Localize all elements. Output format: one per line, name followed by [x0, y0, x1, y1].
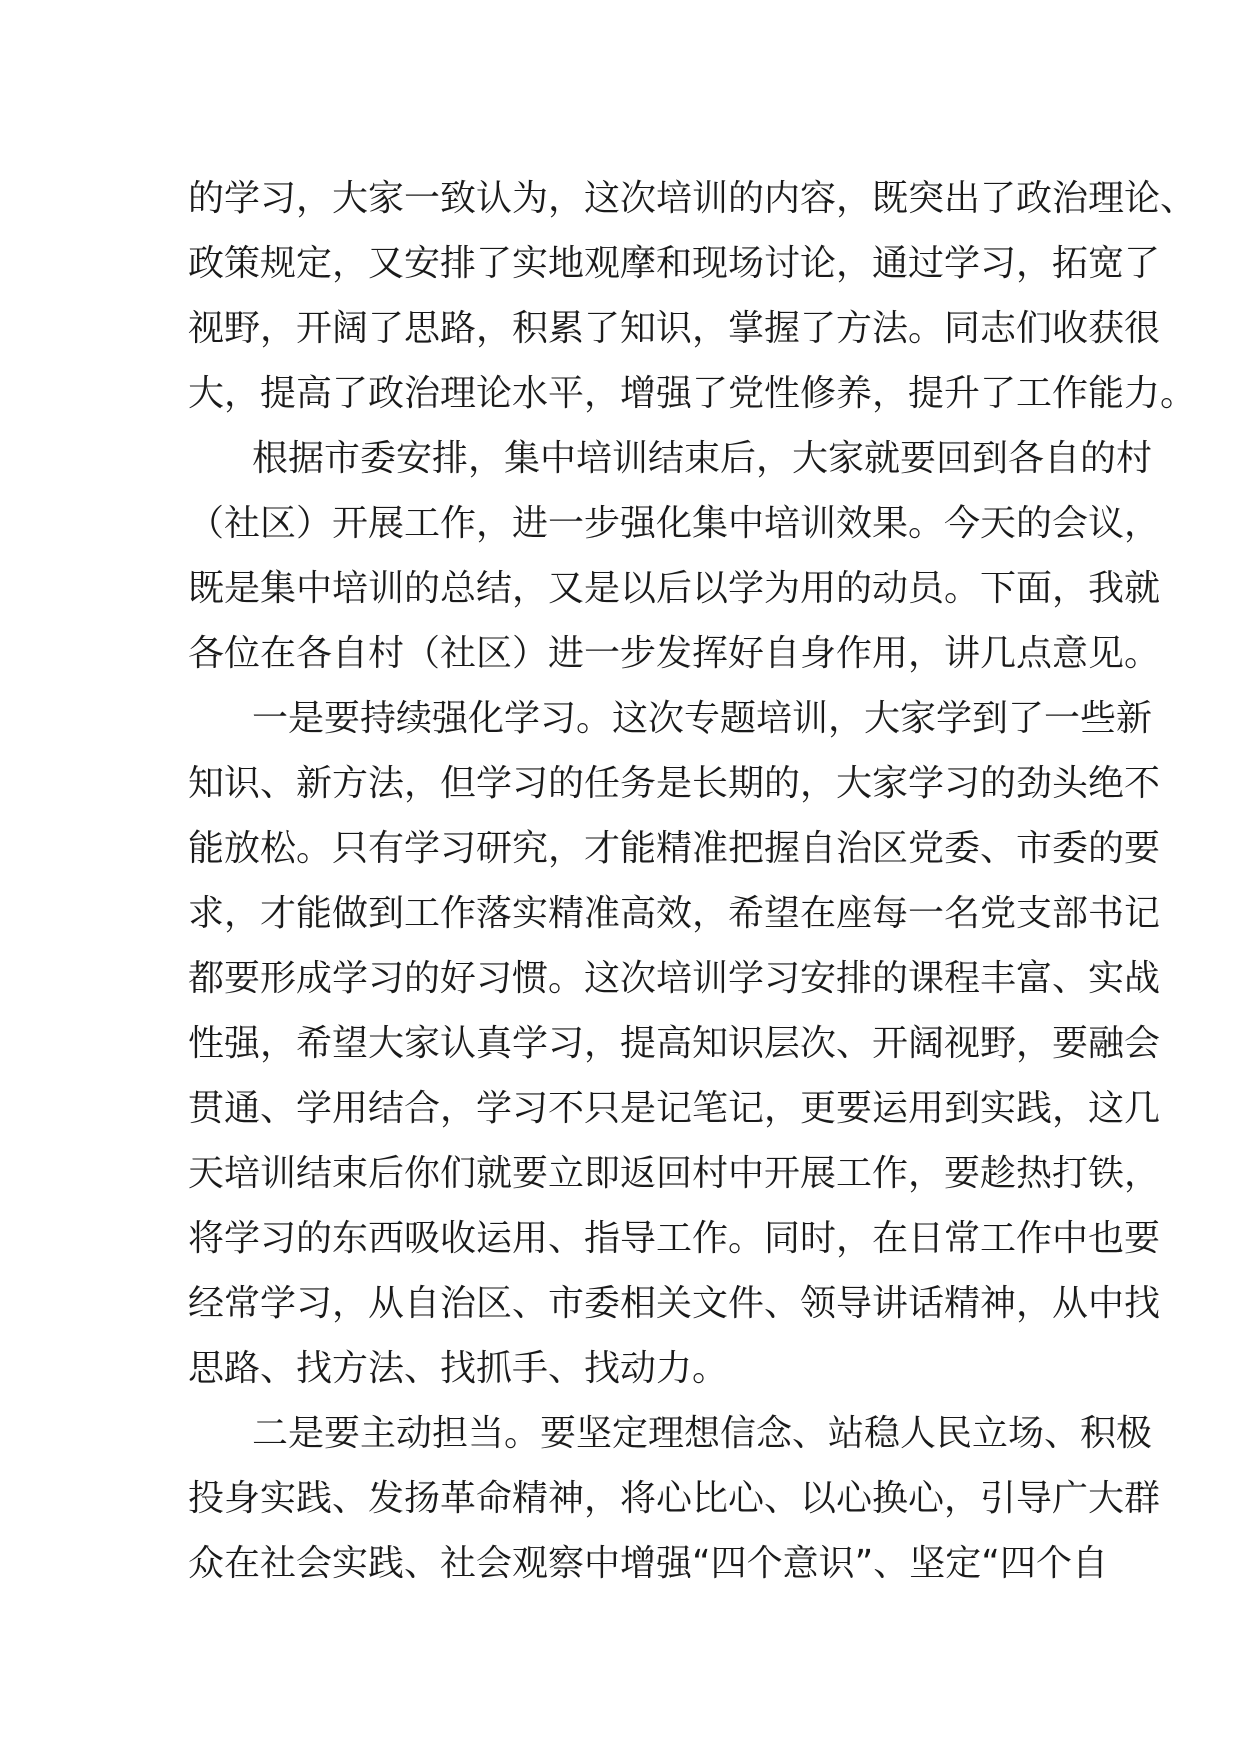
text-line: 求，才能做到工作落实精准高效，希望在座每一名党支部书记: [188, 893, 1161, 934]
text-line: 视野，开阔了思路，积累了知识，掌握了方法。同志们收获很: [188, 308, 1161, 349]
text-line: 经常学习，从自治区、市委相关文件、领导讲话精神，从中找: [188, 1283, 1161, 1324]
text-line: 都要形成学习的好习惯。这次培训学习安排的课程丰富、实战: [188, 958, 1161, 999]
text-line: 将学习的东西吸收运用、指导工作。同时，在日常工作中也要: [188, 1218, 1161, 1259]
paragraph-first-line: 一是要持续强化学习。这次专题培训，大家学到了一些新: [252, 698, 1153, 739]
text-line: 性强，希望大家认真学习，提高知识层次、开阔视野，要融会: [188, 1023, 1161, 1064]
body-text: [188, 166, 1197, 1596]
text-line: 政策规定，又安排了实地观摩和现场讨论，通过学习，拓宽了: [188, 243, 1161, 284]
paragraph-first-line: 根据市委安排，集中培训结束后，大家就要回到各自的村: [252, 438, 1153, 479]
text-line: 的学习，大家一致认为，这次培训的内容，既突出了政治理论、: [188, 178, 1197, 219]
text-line: 思路、找方法、找抓手、找动力。: [188, 1348, 729, 1389]
text-line: （社区）开展工作，进一步强化集中培训效果。今天的会议，: [188, 503, 1161, 544]
text-line: 各位在各自村（社区）进一步发挥好自身作用，讲几点意见。: [188, 633, 1161, 674]
paragraph-first-line: 二是要主动担当。要坚定理想信念、站稳人民立场、积极: [252, 1413, 1153, 1454]
text-line: 天培训结束后你们就要立即返回村中开展工作，要趁热打铁，: [188, 1153, 1161, 1194]
text-line: 众在社会实践、社会观察中增强“四个意识”、坚定“四个自: [188, 1543, 1108, 1584]
text-line: 知识、新方法，但学习的任务是长期的，大家学习的劲头绝不: [188, 763, 1161, 804]
text-line: 投身实践、发扬革命精神，将心比心、以心换心，引导广大群: [188, 1478, 1161, 1519]
text-line: 大，提高了政治理论水平，增强了党性修养，提升了工作能力。: [188, 373, 1197, 414]
text-line: 既是集中培训的总结，又是以后以学为用的动员。下面，我就: [188, 568, 1161, 609]
text-line: 贯通、学用结合，学习不只是记笔记，更要运用到实践，这几: [188, 1088, 1161, 1129]
text-line: 能放松。只有学习研究，才能精准把握自治区党委、市委的要: [188, 828, 1161, 869]
